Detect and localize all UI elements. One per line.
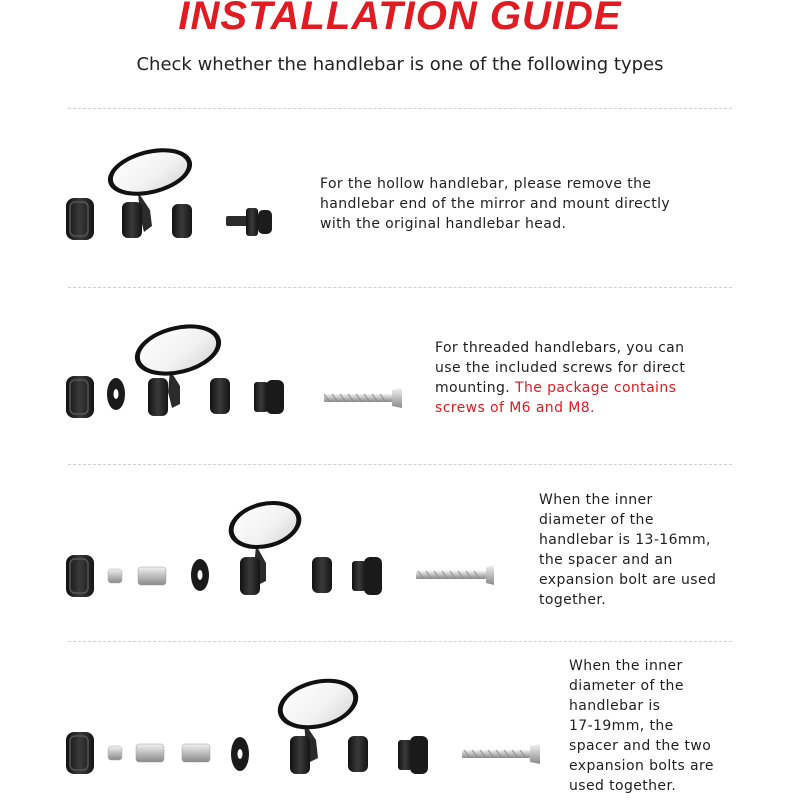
handlebar-grip-icon (66, 555, 94, 597)
small-spacer-icon (108, 746, 122, 760)
step-2-description: For threaded handlebars, you can use the included screws for direct mounting. The package contains screws of M6 and M8. (435, 340, 686, 416)
highlight-note: screws of M6 and M8. (435, 400, 595, 416)
washer-icon (231, 737, 249, 771)
hollow-handlebar-illustration (0, 140, 300, 260)
page-subtitle: Check whether the handlebar is one of the following types (136, 54, 664, 75)
install-step-3 (0, 492, 800, 625)
bar-end-cap-icon (172, 204, 192, 238)
divider (68, 108, 732, 109)
divider (68, 287, 732, 288)
step-4-description: When the inner diameter of the handlebar is 17-19mm, the spacer and the two expansion bolts are used together. (569, 658, 714, 794)
end-plug-icon (226, 208, 272, 236)
spacer-sleeve-icon (138, 567, 166, 585)
handlebar-grip-icon (66, 198, 94, 240)
install-step-2 (0, 320, 800, 440)
step-1-description: For the hollow handlebar, please remove the handlebar end of the mirror and mount directly with the original handlebar head. (320, 176, 671, 232)
divider (68, 464, 732, 465)
spacer-sleeve-icon (136, 744, 164, 762)
highlight-note: The package contains (515, 380, 677, 396)
bar-end-cap-icon (348, 736, 368, 772)
end-plug-icon (398, 736, 428, 774)
handlebar-grip-icon (66, 376, 94, 418)
bar-end-cap-icon (312, 557, 332, 593)
washer-icon (107, 378, 125, 410)
end-plug-icon (254, 380, 284, 414)
bar-end-cap-icon (210, 378, 230, 414)
threaded-handlebar-illustration (0, 320, 420, 440)
screw-icon (462, 744, 540, 764)
screw-icon (416, 565, 494, 585)
double-expansion-bolt-illustration (0, 660, 560, 800)
install-step-4 (0, 660, 800, 800)
screw-icon (324, 388, 402, 408)
washer-icon (191, 559, 209, 591)
handlebar-grip-icon (66, 732, 94, 774)
end-plug-icon (352, 557, 382, 595)
spacer-sleeve-icon (182, 744, 210, 762)
round-mirror-icon (224, 495, 307, 595)
install-step-1 (0, 140, 800, 260)
small-spacer-icon (108, 569, 122, 583)
page-title: INSTALLATION GUIDE (178, 0, 622, 38)
divider (68, 641, 732, 642)
step-3-description: When the inner diameter of the handlebar is 13-16mm, the spacer and an expansion bolt are used together. (539, 492, 717, 608)
single-expansion-bolt-illustration (0, 495, 520, 625)
